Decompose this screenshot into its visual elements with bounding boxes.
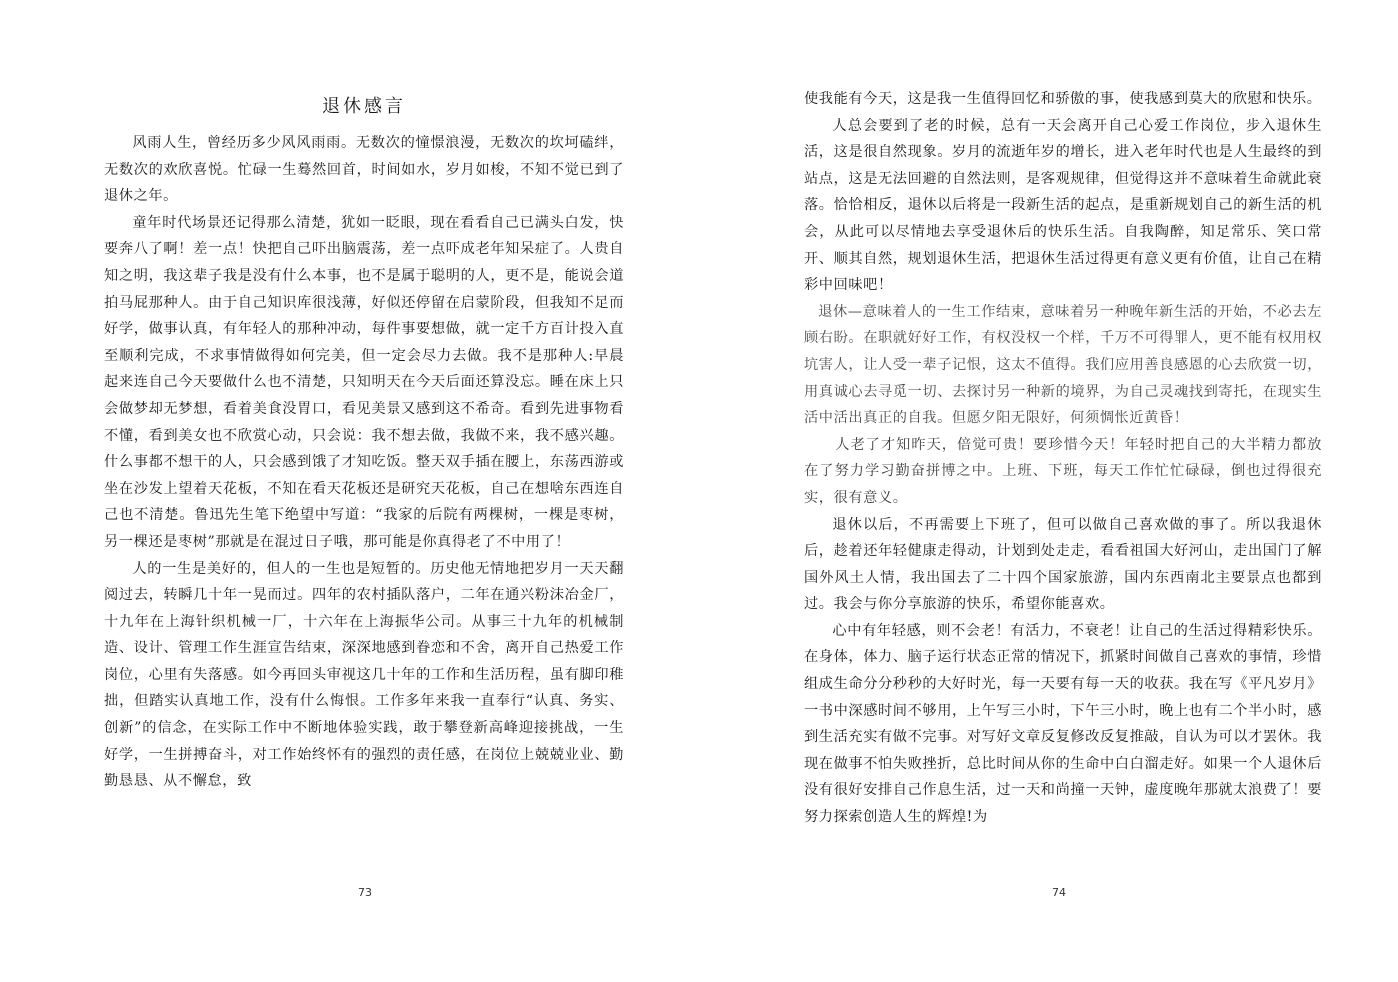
- paragraph: 风雨人生，曾经历多少风风雨雨。无数次的憧憬浪漫，无数次的坎坷磕绊，无数次的欢欣喜悦。忙碌一生蓦然回首，时间如水，岁月如梭，不知不觉已到了退休之年。: [104, 135, 624, 205]
- paragraph: 使我能有今天，这是我一生值得回忆和骄傲的事，使我感到莫大的欣慰和快乐。: [804, 91, 1322, 107]
- left-page: [104, 0, 624, 982]
- right-page-body: [804, 86, 1322, 831]
- page-number: 73: [358, 886, 372, 899]
- document-title: 退休感言: [322, 96, 406, 117]
- paragraph: 退休—意味着人的一生工作结束，意味着另一种晚年新生活的开始，不必去左顾右盼。在职就好好工作，有权没权一个样，千万不可得罪人，更不能有权用权坑害人，让人受一辈子记恨，这太不值得。我们应用善良感恩的心去欣赏一切，用真诚心去寻觅一切、去探讨另一种新的境界，为自己灵魂找到寄托，在现实生活中活出真正的自我。但愿夕阳无限好，何须惆怅近黄昏！: [804, 303, 1322, 427]
- paragraph: 心中有年轻感，则不会老！有活力，不衰老！让自己的生活过得精彩快乐。在身体，体力、脑子运行状态正常的情况下，抓紧时间做自己喜欢的事情，珍惜组成生命分分秒秒的大好时光，每一天要有每一天的收获。我在写《平凡岁月》一书中深感时间不够用，上午写三小时，下午三小时，晚上也有二个半小时，感到生活充实有做不完事。对写好文章反复修改反复推敲，自认为可以才罢休。我现在做事不怕失败挫折，总比时间从你的生命中白白溜走好。如果一个人退休后没有很好安排自己作息生活，过一天和尚撞一天钟，虚度晚年那就太浪费了！要努力探索创造人生的辉煌!为: [804, 622, 1322, 826]
- left-page-body: [104, 130, 624, 795]
- page-number: 74: [1052, 886, 1066, 899]
- paragraph: 人的一生是美好的，但人的一生也是短暂的。历史他无情地把岁月一天天翻阅过去，转瞬几十年一晃而过。四年的农村插队落户，二年在通兴粉沫冶金厂，十九年在上海针织机械一厂，十六年在上海振华公司。从事三十九年的机械制造、设计、管理工作生涯宣告结束，深深地感到眷恋和不舍，离开自己热爱工作岗位，心里有失落感。如今再回头审视这几十年的工作和生活历程，虽有脚印稚拙，但踏实认真地工作，没有什么悔恨。工作多年来我一直奉行“认真、务实、创新”的信念，在实际工作中不断地体验实践，敢于攀登新高峰迎接挑战，一生好学，一生拼搏奋斗，对工作始终怀有的强烈的责任感，在岗位上兢兢业业、勤勤恳恳、从不懈怠，致: [104, 560, 624, 790]
- paragraph: 童年时代场景还记得那么清楚，犹如一眨眼，现在看看自己已满头白发，快要奔八了啊！差一点！快把自己吓出脑震荡，差一点吓成老年知呆症了。人贵自知之明，我这辈子我是没有什么本事，也不是属于聪明的人，更不是，能说会道拍马屁那种人。由于自己知识库很浅薄，好似还停留在启蒙阶段，但我知不足而好学，做事认真，有年轻人的那种冲动，每件事要想做，就一定千方百计投入直至顺利完成，不求事情做得如何完美，但一定会尽力去做。我不是那种人:早晨起来连自己今天要做什么也不清楚，只知明天在今天后面还算没忘。睡在床上只会做梦却无梦想，看着美食没胃口，看见美景又感到这不希奇。看到先进事物看不懂，看到美女也不欣赏心动，只会说：我不想去做，我做不来，我不感兴趣。什么事都不想干的人，只会感到饿了才知吃饭。整天双手插在腰上，东荡西游或坐在沙发上望着天花板，不知在看天花板还是研究天花板，自己在想啥东西连自己也不清楚。鲁迅先生笔下绝望中写道：“我家的后院有两棵树，一棵是枣树，另一棵还是枣树”那就是在混过日子哦，那可能是你真得老了不中用了！: [104, 214, 624, 550]
- right-page: [804, 0, 1322, 982]
- paragraph: 人老了才知昨天，倍觉可贵！要珍惜今天！年轻时把自己的大半精力都放在了努力学习勤奋拼博之中。上班、下班，每天工作忙忙碌碌，倒也过得很充实，很有意义。: [804, 436, 1322, 506]
- paragraph: 退休以后，不再需要上下班了，但可以做自己喜欢做的事了。所以我退休后，趁着还年轻健康走得动，计划到处走走，看看祖国大好河山，走出国门了解国外风土人情，我出国去了二十四个国家旅游，国内东西南北主要景点也都到过。我会与你分享旅游的快乐，希望你能喜欢。: [804, 516, 1322, 613]
- paragraph: 人总会要到了老的时候，总有一天会离开自己心爱工作岗位，步入退休生活，这是很自然现象。岁月的流逝年岁的增长，进入老年时代也是人生最终的到站点，这是无法回避的自然法则，是客观规律，但觉得这并不意味着生命就此衰落。恰恰相反，退休以后将是一段新生活的起点，是重新规划自己的新生活的机会，从此可以尽情地去享受退休后的快乐生活。自我陶醉，知足常乐、笑口常开、顺其自然，规划退休生活，把退休生活过得更有意义更有价值，让自己在精彩中回味吧！: [804, 117, 1322, 294]
